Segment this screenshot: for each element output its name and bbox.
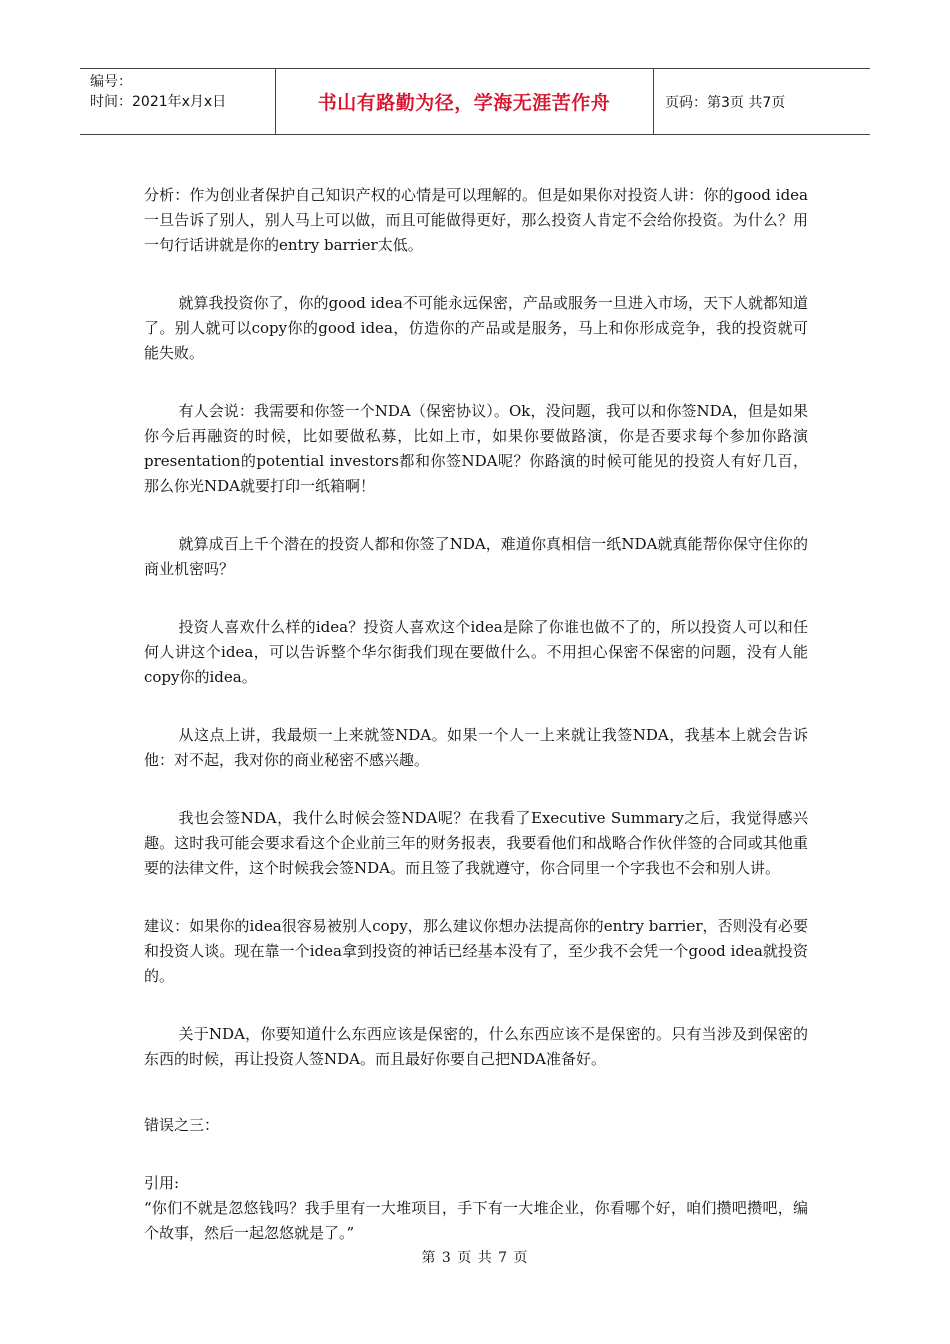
quote-label: 引用: [144, 1174, 180, 1192]
paragraph-investor-ideas: 投资人喜欢什么样的idea？投资人喜欢这个idea是除了你谁也做不了的，所以投资人可以和任何人讲这个idea，可以告诉整个华尔街我们现在要做什么。不用担心保密不保密的问题，没有人能copy你的idea。 [144, 618, 808, 686]
paragraph-dislike-nda: 从这点上讲，我最烦一上来就签NDA。如果一个人一上来就让我签NDA，我基本上就会告诉他：对不起，我对你的商业秘密不感兴趣。 [144, 726, 808, 769]
header-bottom-rule [80, 134, 870, 135]
header-top-rule [80, 68, 870, 69]
paragraph-suggestion: 建议：如果你的idea很容易被别人copy，那么建议你想办法提高你的entry barrier，否则没有必要和投资人谈。现在靠一个idea拿到投资的神话已经基本没有了，至少我不会凭一个good idea就投资的。 [144, 917, 808, 985]
header-divider-right [653, 68, 654, 135]
paragraph-analysis: 分析：作为创业者保护自己知识产权的心情是可以理解的。但是如果你对投资人讲：你的good idea一旦告诉了别人，别人马上可以做，而且可能做得更好，那么投资人肯定不会给你投资。为什么？用一句行话讲就是你的entry barrier太低。 [144, 186, 808, 254]
quote-text: “你们不就是忽悠钱吗？我手里有一大堆项目，手下有一大堆企业，你看哪个好，咱们攒吧攒吧，编个故事，然后一起忽悠就是了。” [144, 1199, 808, 1242]
paragraph-nda-roadshow: 有人会说：我需要和你签一个NDA（保密协议）。Ok，没问题，我可以和你签NDA，但是如果你今后再融资的时候，比如要做私募，比如上市，如果你要做路演，你是否要求每个参加你路演presentation的potential investors都和你签NDA呢？你路演的时候可能见的投资人有好几百，那么你光NDA就要打印一纸箱啊！ [144, 402, 808, 495]
document-body [144, 183, 808, 1279]
paragraph-when-sign-nda: 我也会签NDA，我什么时候会签NDA呢？在我看了Executive Summary之后，我觉得感兴趣。这时我可能会要求看这个企业前三年的财务报表，我要看他们和战略合作伙伴签的合同或其他重要的法律文件，这个时候我会签NDA。而且签了我就遵守，你合同里一个字我也不会和别人讲。 [144, 809, 808, 877]
header-motto: 书山有路勤为径，学海无涯苦作舟 [317, 92, 611, 114]
header-meta [90, 72, 226, 112]
header-page-label: 页码：第3页 共7页 [665, 95, 786, 111]
paragraph-investment-failure: 就算我投资你了，你的good idea不可能永远保密，产品或服务一旦进入市场，天下人就都知道了。别人就可以copy你的good idea，仿造你的产品或是服务，马上和你形成竞争，我的投资就可能失败。 [144, 294, 808, 362]
page-footer: 第 3 页 共 7 页 [421, 1250, 529, 1266]
section-heading-mistake-3: 错误之三： [144, 1116, 220, 1134]
paragraph-nda-doubt: 就算成百上千个潜在的投资人都和你签了NDA，难道你真相信一纸NDA就真能帮你保守住你的商业机密吗？ [144, 535, 808, 578]
header-number-label: 编号： [90, 74, 132, 90]
header-date-label: 时间：2021年x月x日 [90, 94, 227, 110]
paragraph-about-nda: 关于NDA，你要知道什么东西应该是保密的，什么东西应该不是保密的。只有当涉及到保密的东西的时候，再让投资人签NDA。而且最好你要自己把NDA准备好。 [144, 1025, 808, 1068]
page-header [80, 68, 870, 136]
